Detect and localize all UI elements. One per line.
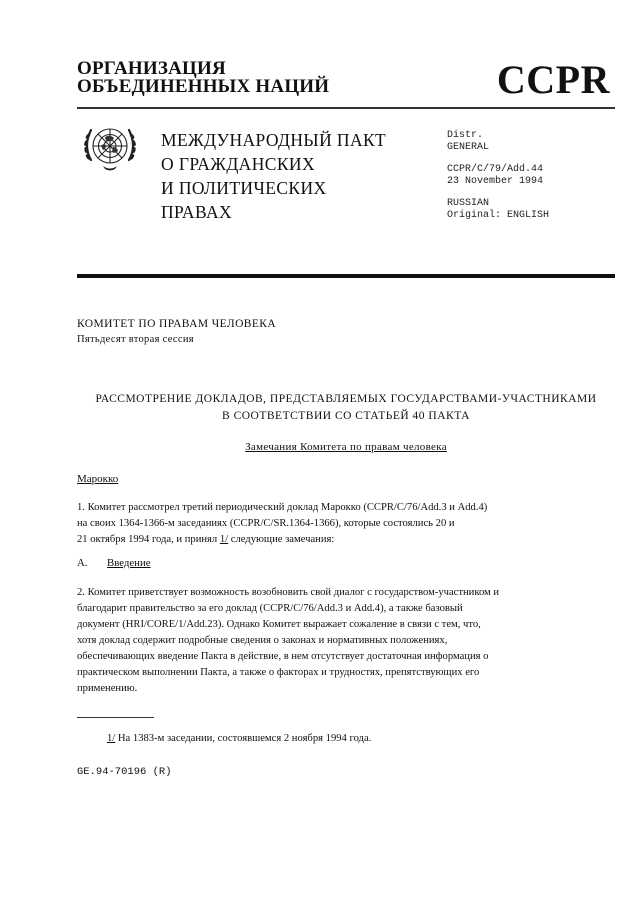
- org-line-2: ОБЪЕДИНЕННЫХ НАЦИЙ: [77, 76, 330, 97]
- paragraph-2-line-2: благодарит правительство за его доклад (CCPR/C/76/Add.3 и Add.4), а также базовый: [77, 603, 463, 614]
- doc-date: 23 November 1994: [447, 176, 544, 187]
- paragraph-2-line-1: 2. Комитет приветствует возможность возобновить свой диалог с государством-участником и: [77, 587, 500, 598]
- organization-name: [77, 60, 329, 96]
- section-a-number: A.: [77, 557, 88, 569]
- paragraph-2-line-5: обеспечивающих введение Пакта в действие, в нем отсутствует достаточная информация о: [77, 651, 489, 662]
- paragraph-2-line-4: хотя доклад содержит подробные сведения о законах и нормативных положениях,: [77, 635, 448, 646]
- document-metadata: [447, 130, 549, 222]
- footnote: [107, 733, 371, 744]
- section-a-heading: [77, 557, 151, 569]
- session-name: Пятьдесят вторая сессия: [77, 334, 194, 345]
- distr-label: Distr.: [447, 130, 484, 141]
- footnote-text: На 1383-м заседании, состоявшемся 2 ноября 1994 года.: [115, 733, 372, 744]
- doc-symbol: CCPR/C/79/Add.44: [447, 164, 544, 175]
- paragraph-1-line-2: на своих 1364-1366-м заседаниях (CCPR/C/SR.1364-1366), которые состоялись 20 и: [77, 518, 455, 529]
- paragraph-2: [77, 585, 615, 697]
- document-series-symbol: CCPR: [496, 57, 610, 102]
- paragraph-1: [77, 500, 615, 548]
- un-emblem-icon: [79, 120, 141, 178]
- paragraph-1-line-3: [77, 532, 615, 548]
- footnote-reference[interactable]: 1/: [219, 534, 229, 545]
- covenant-title: [161, 128, 386, 224]
- doc-language: RUSSIAN: [447, 198, 490, 209]
- paragraph-1-line-1: 1. Комитет рассмотрел третий периодический доклад Марокко (CCPR/C/76/Add.3 и Add.4): [77, 502, 488, 513]
- document-job-number: GE.94-70196 (R): [77, 766, 172, 778]
- footnote-mark: 1/: [107, 733, 116, 744]
- section-a-title: Введение: [107, 557, 151, 569]
- covenant-line-4: ПРАВАХ: [161, 202, 233, 222]
- distr-type: GENERAL: [447, 142, 490, 153]
- covenant-line-3: И ПОЛИТИЧЕСКИХ: [161, 178, 327, 198]
- footnote-divider: [77, 717, 154, 718]
- document-title-line-2: В СООТВЕТСТВИИ СО СТАТЬЕЙ 40 ПАКТА: [222, 410, 470, 422]
- covenant-line-2: О ГРАЖДАНСКИХ: [161, 154, 315, 174]
- org-line-1: ОРГАНИЗАЦИЯ: [77, 58, 226, 79]
- country-heading: Марокко: [77, 473, 119, 485]
- document-title-line-1: РАССМОТРЕНИЕ ДОКЛАДОВ, ПРЕДСТАВЛЯЕМЫХ ГОСУДАРСТВАМИ-УЧАСТНИКАМИ: [95, 393, 597, 405]
- paragraph-1-line-3-end: следующие замечания:: [228, 534, 335, 545]
- header-thick-divider: [77, 274, 615, 278]
- doc-original-language: Original: ENGLISH: [447, 210, 550, 221]
- header-divider: [77, 107, 615, 109]
- document-subtitle: Замечания Комитета по правам человека: [245, 441, 447, 453]
- paragraph-1-line-3-start: 21 октября 1994 года, и принял: [77, 534, 220, 545]
- committee-name: КОМИТЕТ ПО ПРАВАМ ЧЕЛОВЕКА: [77, 318, 277, 330]
- paragraph-2-line-7: применению.: [77, 683, 138, 694]
- paragraph-2-line-6: практическом выполнении Пакта, а также о факторах и трудностях, препятствующих его: [77, 667, 480, 678]
- covenant-line-1: МЕЖДУНАРОДНЫЙ ПАКТ: [161, 130, 387, 150]
- paragraph-2-line-3: документ (HRI/CORE/1/Add.23). Однако Комитет выражает сожаление в связи с тем, что,: [77, 619, 481, 630]
